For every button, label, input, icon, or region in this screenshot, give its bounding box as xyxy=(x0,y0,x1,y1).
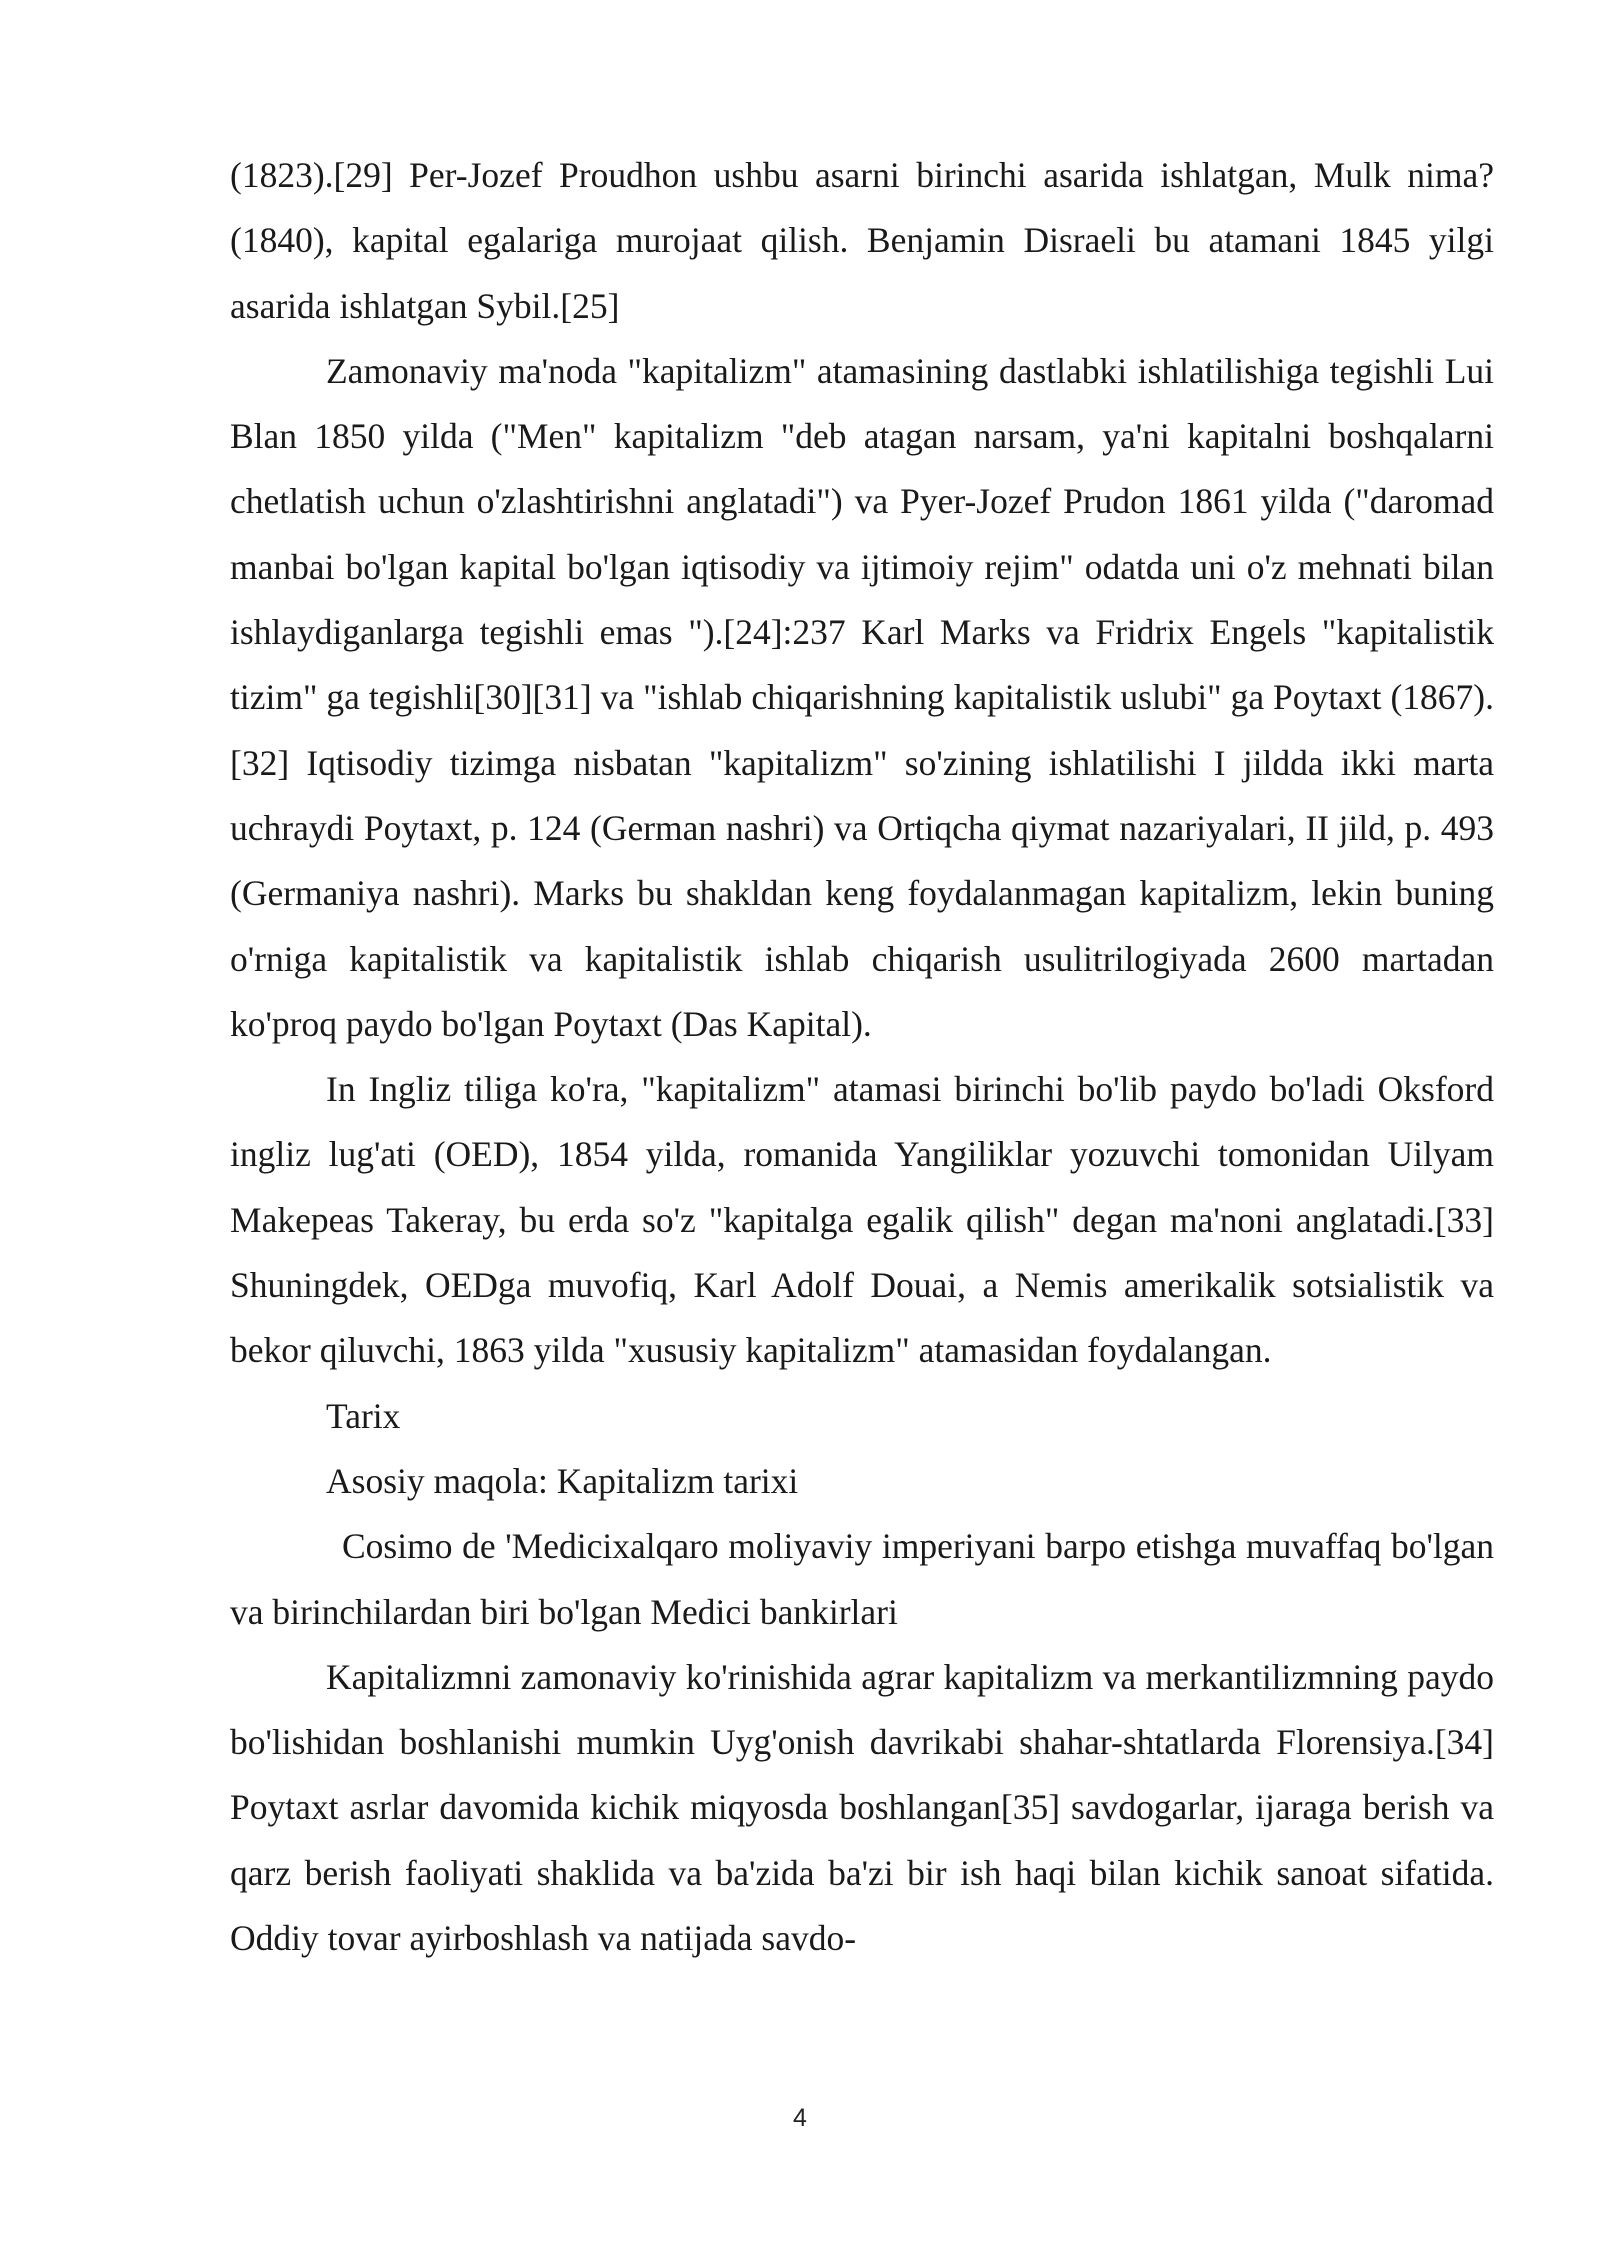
main-article-note: Asosiy maqola: Kapitalizm tarixi xyxy=(326,1460,799,1501)
image-caption-medici: Cosimo de 'Medicixalqaro moliyaviy imperiyani barpo etishga muvaffaq bo'lgan va birinchilardan biri bo'lgan Medici bankirlari xyxy=(230,1526,1494,1632)
paragraph-continuation: (1823).[29] Per-Jozef Proudhon ushbu asarni birinchi asarida ishlatgan, Mulk nima? (1840), kapital egalariga murojaat qilish. Benjamin Disraeli bu atamani 1845 yilgi asarida ishlatgan Sybil.[25] xyxy=(230,155,1494,326)
section-heading-history: Tarix xyxy=(326,1395,401,1436)
document-body xyxy=(230,143,1494,1971)
paragraph-capitalism-origins: Kapitalizmni zamonaviy ko'rinishida agrar kapitalizm va merkantilizmning paydo bo'lishidan boshlanishi mumkin Uyg'onish davrikabi shahar-shtatlarda Florensiya.[34] Poytaxt asrlar davomida kichik miqyosda boshlangan[35] savdogarlar, ijaraga berish va qarz berish faoliyati shaklida va ba'zida ba'zi bir ish haqi bilan kichik sanoat sifatida. Oddiy tovar ayirboshlash va natijada savdo- xyxy=(230,1656,1494,1959)
paragraph-capitalism-term: Zamonaviy ma'noda "kapitalizm" atamasining dastlabki ishlatilishiga tegishli Lui Blan 1850 yilda ("Men" kapitalizm "deb atagan narsam, ya'ni kapitalni boshqalarni chetlatish uchun o'zlashtirishni anglatadi") va Pyer-Jozef Prudon 1861 yilda ("daromad manbai bo'lgan kapital bo'lgan iqtisodiy va ijtimoiy rejim" odatda uni o'z mehnati bilan ishlaydiganlarga tegishli emas ").[24]:237 Karl Marks va Fridrix Engels "kapitalistik tizim" ga tegishli[30][31] va "ishlab chiqarishning kapitalistik uslubi" ga Poytaxt (1867).[32] Iqtisodiy tizimga nisbatan "kapitalizm" so'zining ishlatilishi I jildda ikki marta uchraydi Poytaxt, p. 124 (German nashri) va Ortiqcha qiymat nazariyalari, II jild, p. 493 (Germaniya nashri). Marks bu shakldan keng foydalanmagan kapitalizm, lekin buning o'rniga kapitalistik va kapitalistik ishlab chiqarish usulitrilogiyada 2600 martadan ko'proq paydo bo'lgan Poytaxt (Das Kapital). xyxy=(230,350,1494,1044)
paragraph-english-usage: In Ingliz tiliga ko'ra, "kapitalizm" atamasi birinchi bo'lib paydo bo'ladi Oksford ingliz lug'ati (OED), 1854 yilda, romanida Yangiliklar yozuvchi tomonidan Uilyam Makepeas Takeray, bu erda so'z "kapitalga egalik qilish" degan ma'noni anglatadi.[33] Shuningdek, OEDga muvofiq, Karl Adolf Douai, a Nemis amerikalik sotsialistik va bekor qiluvchi, 1863 yilda "xususiy kapitalizm" atamasidan foydalangan. xyxy=(230,1069,1494,1371)
page-number: 4 xyxy=(793,2104,807,2132)
